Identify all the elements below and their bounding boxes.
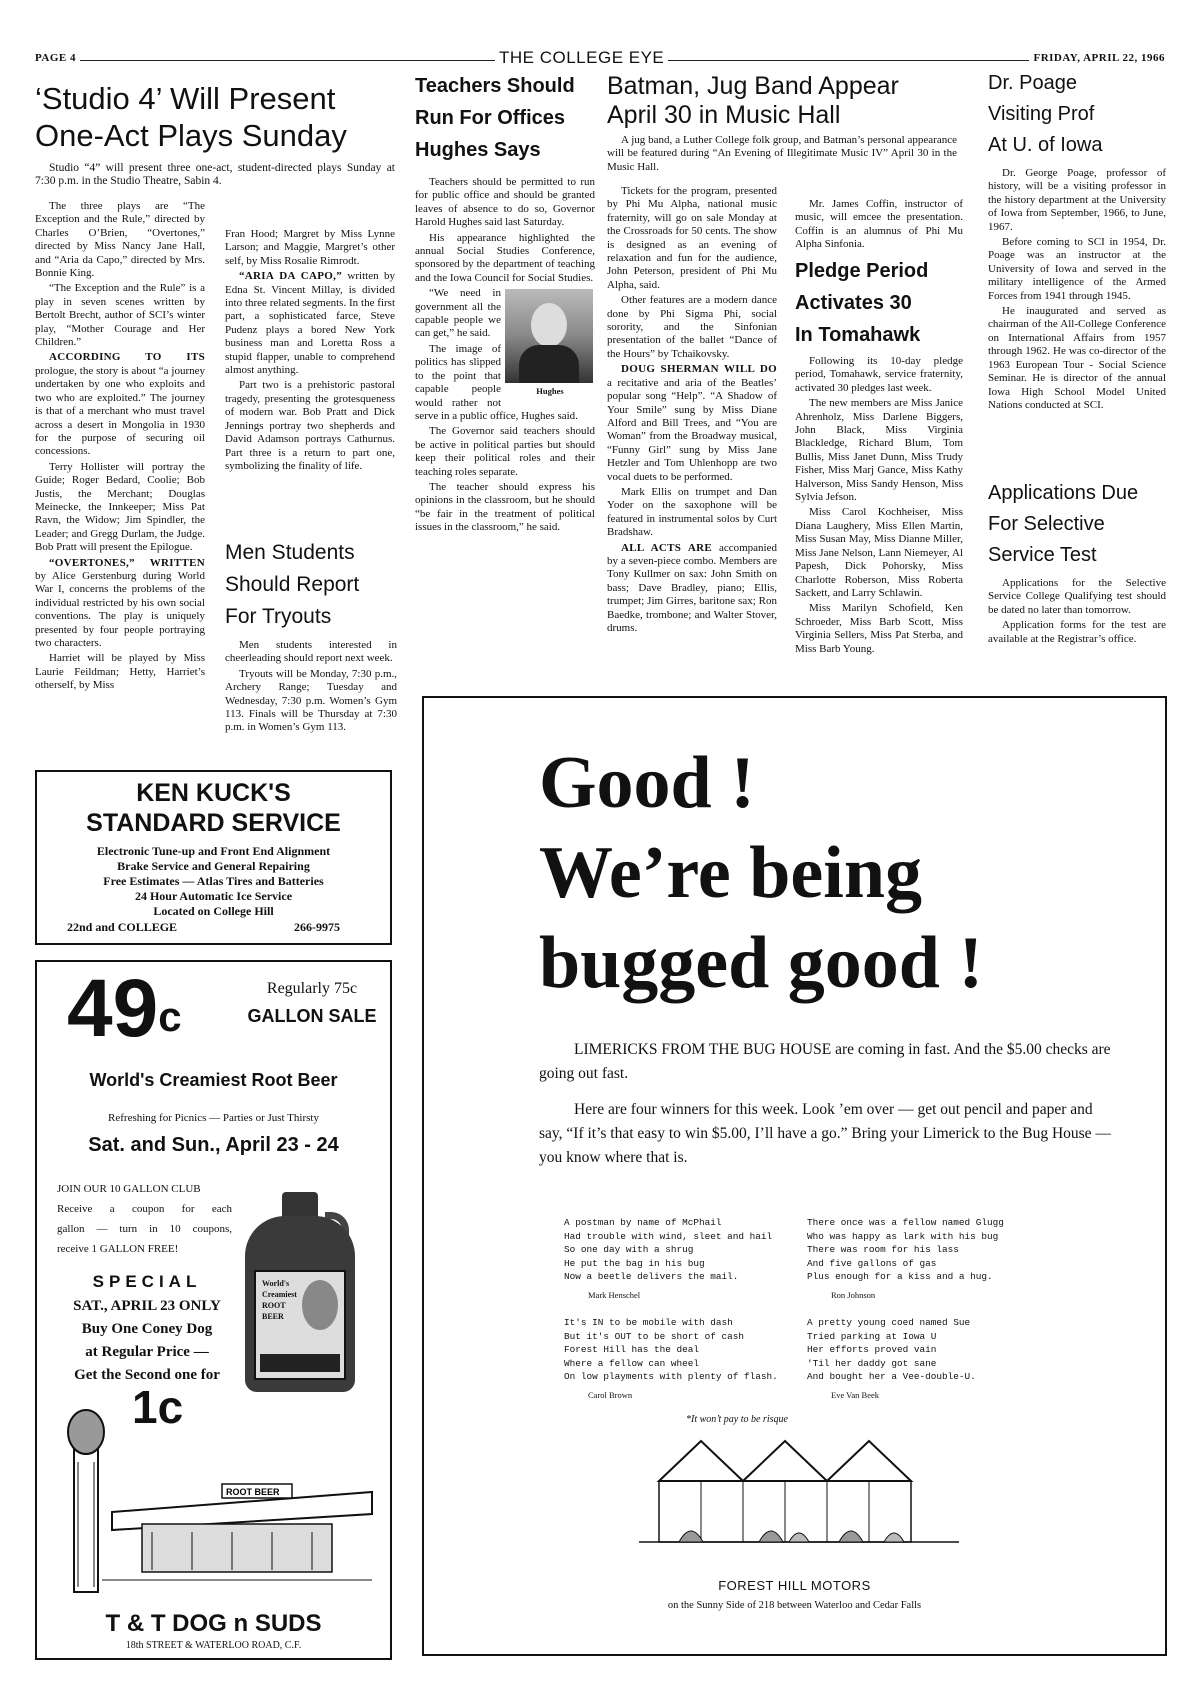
poage-article: Dr. Poage Visiting Prof At U. of Iowa Dr. George Poage, professor of history, will be a visiting professor in the history department at the University of Iowa from September, 1966, to June, 1967. Before coming to SCI in 1954, Dr. Poage was an instructor at the University of Iowa and served in the military intelligence of the Armed Forces from 1941 through 1945. He inaugurated and served as chairman of the All-College Conference on International Affairs from 1957 through 1962. He was co-director of the 1963 European Tour - Social Science Seminar. He is director of the annual Iowa High School Model United Nations conducted at SCI. xyxy=(988,68,1166,414)
ad-dates: Sat. and Sun., April 23 - 24 xyxy=(88,1134,339,1156)
footnote: *It won’t pay to be risque xyxy=(686,1414,788,1425)
pledge-headline: Pledge Period Activates 30 In Tomahawk xyxy=(795,260,929,346)
ad-address: 22nd and COLLEGE xyxy=(67,920,178,934)
gallon-club: JOIN OUR 10 GALLON CLUB Receive a coupon for each gallon — turn in 10 coupons, receive 1 GALLON FREE! xyxy=(57,1183,232,1255)
studio-col1: The three plays are “The Exception and the Rule,” directed by Charles O’Brien, “Overtones,” directed by Miss Nancy Jane Hall, and “Aria da Capo,” directed by Mrs. Bonnie King. “The Exception and the Rule” is a play in seven scenes written by Bertolt Brecht, author of SCI’s winter play, “Mother Courage and Her Children.” ACCORDING TO ITS prologue, the story is about “a journey undertaken by one who exploits and two who are exploited.” The journey is that of a merchant who must travel across a desert in Mongolia in 1930 for the purpose of securing oil concessions. Terry Hollister will portray the Guide; Roger Bedard, Coolie; Bob Justis, the Merchant; Douglas Meinecke, the Innkeeper; Miss Pat Ravn, the Widow; Jim Spindler, the Leader; and Gregg Durlam, the Judge. Bob Pratt will present the Epilogue. “OVERTONES,” WRITTEN by Alice Gerstenburg during World War I, concerns the problems of the individual restricted by his own social conventions. The play is uniquely presented by four people portraying two characters. Harriet will be played by Miss Laurie Feildman; Hetty, Harriet’s otherself, by Miss xyxy=(35,200,205,692)
root-beer-jug-image xyxy=(240,1192,360,1392)
jug-label: World's Creamiest ROOT BEER xyxy=(254,1270,346,1380)
roof-peak-3 xyxy=(827,1441,911,1481)
studio-col2: Fran Hood; Margret by Miss Lynne Larson; and Maggie, Margret’s other self, by Miss Rosalie Rimrodt. “ARIA DA CAPO,” written by Edna St. Vincent Millay, is divided into three related segments. In the first part, a sophisticated farce, Steve Pudenz plays a bored New York business man and Loretta Ross a stupid flapper, unable to comprehend almost anything. Part two is a prehistoric pastoral tragedy, presenting the grotesqueness of modern war. Bob Pratt and Dick Jennings portray two shepherds and David Adamson portrays Cathurnus. Part three is a return to part one, symbolizing the finality of life. xyxy=(225,228,395,472)
selective-article: Applications Due For Selective Service Test Applications for the Selective Service College Qualifying test should be dated no later than tomorrow. Application forms for the test are available at the Registrar’s office. xyxy=(988,478,1166,648)
dog-n-suds-ad xyxy=(35,960,392,1660)
limerick-3: It's IN to be mobile with dash But it's OUT to be short of cash Forest Hill has the deal Where a fellow can wheel On low playments with plenty of flash. Carol Brown xyxy=(564,1317,778,1400)
studio-lede: Studio “4” will present three one-act, student-directed plays Sunday at 7:30 p.m. in the Studio Theatre, Sabin 4. xyxy=(35,162,395,188)
beetle-car-icon xyxy=(839,1531,863,1542)
ad-headline: Good ! We’re being bugged good ! xyxy=(539,742,984,1004)
portrait-image xyxy=(505,289,593,383)
dealership-illustration xyxy=(639,1436,959,1546)
batman-col1: Tickets for the program, presented by Phi Mu Alpha, national music fraternity, will go on sale Monday at the Crossroads for 50 cents. The show is designed as an evening of relaxation and fun for the audience, John Peterson, president of Phi Mu Alpha, said. Other features are a modern dance done by Phi Sigma Phi, social sorority, and the Sinfonian presentation of the ballet “Dance of the Hours” by Tchaikovsky. DOUG SHERMAN WILL DO a recitative and aria of the Beatles’ popular song “Help”. “A Shadow of Your Smile” sung by Miss Diane Alford and Bill Trees, and “You are Woman” from the Broadway musical, “Funny Girl” sung by Miss Jane Hetzler and Tom Uhlenhopp are two vocal duets to be performed. Mark Ellis on trumpet and Dan Yoder on the saxophone will be featured in instrumental solos by Curt Bradshaw. ALL ACTS ARE accompanied by a seven-piece combo. Members are Tony Kullmer on sax: John Smith on bass; Dave Bradley, piano; Ellis, trumpet; Jim Girres, baritone sax; Ron Baedke, trombone; and Walter Stover, drums. xyxy=(607,185,777,634)
ad-tagline: World's Creamiest Root Beer xyxy=(89,1070,338,1090)
gallon-sale: GALLON SALE xyxy=(247,1006,377,1026)
mascot-head xyxy=(68,1410,104,1454)
hughes-photo xyxy=(505,289,595,398)
newspaper-name: THE COLLEGE EYE xyxy=(495,48,668,68)
teachers-headline: Teachers Should Run For Offices Hughes Says xyxy=(415,75,575,161)
limerick-4: A pretty young coed named Sue Tried parking at Iowa U Her efforts proved vain 'Til her daddy got sane And bought her a Vee-double-U. Eve Van Beek xyxy=(807,1317,976,1400)
ad-title: KEN KUCK'S STANDARD SERVICE xyxy=(86,779,341,837)
page-folio xyxy=(35,48,1165,70)
beetle-car-icon xyxy=(884,1533,904,1542)
ad-phone: 266-9975 xyxy=(294,920,340,934)
roof-peak-2 xyxy=(743,1441,827,1481)
beetle-car-icon xyxy=(679,1531,703,1542)
dealer-name: FOREST HILL MOTORS xyxy=(718,1578,871,1593)
sale-price: 49$^c$ xyxy=(67,963,182,1054)
dealer-location: on the Sunny Side of 218 between Waterloo and Cedar Falls xyxy=(667,1600,922,1611)
poage-headline: Dr. Poage Visiting Prof At U. of Iowa xyxy=(988,72,1103,156)
pledge-article: Pledge Period Activates 30 In Tomahawk Following its 10-day pledge period, Tomahawk, service fraternity, activated 30 pledges last week. The new members are Miss Janice Ahrenholz, Miss Darlene Biggers, John Black, Miss Virginia Blackledge, Richard Blum, Tom Bullis, Miss Janet Dunn, Miss Trudy Fisher, Miss Marj Gance, Miss Kathy Halverson, Miss Sandy Henson, Miss Sylvia Jefson. Miss Carol Kochheiser, Miss Diana Laughery, Miss Ellen Martin, Miss Susan May, Miss Dianne Miller, Miss Jane Nelson, Lann Niemeyer, Al Papesh, Dick Pohorsky, Miss Charlotte Roberson, Miss Roberta Sackett, and Larry Schlawin. Miss Marilyn Schofield, Ken Schroeder, Miss Barb Scott, Miss Virginia Sellers, Miss Pat Sterba, and Miss Barb Young. xyxy=(795,255,963,658)
business-address: 18th STREET & WATERLOO ROAD, C.F. xyxy=(125,1640,302,1651)
beetle-car-icon xyxy=(759,1531,783,1542)
page-number: PAGE 4 xyxy=(35,52,80,64)
one-cent-price: 1c xyxy=(132,1381,184,1433)
selective-headline: Applications Due For Selective Service Test xyxy=(988,482,1139,566)
batman-headline: Batman, Jug Band Appear April 30 in Music Hall xyxy=(607,72,899,129)
batman-article: Batman, Jug Band Appear April 30 in Music Hall A jug band, a Luther College folk group, and Batman’s personal appearance will be featured during “An Evening of Illegitimate Music IV” April 30 in the Music Hall. xyxy=(607,72,957,173)
ken-kuck-ad xyxy=(35,770,392,945)
limerick-2: There once was a fellow named Glugg Who was happy as lark with his bug There was room for his lass And five gallons of gas Plus enough for a kiss and a hug. Ron Johnson xyxy=(807,1217,1004,1300)
tryouts-article: Men Students Should Report For Tryouts Men students interested in cheerleading should report next week. Tryouts will be Monday, 7:30 p.m., Archery Range; Tuesday and Wednesday, 7:30 p.m. Women’s Gym 113. Finals will be Thursday at 7:30 p.m. in Women’s Gym 113. xyxy=(225,537,397,737)
teachers-article: Teachers Should Run For Offices Hughes Says Teachers should be permitted to run for public office and should be granted leaves of absence to do so, Governor Harold Hughes said last Saturday. His appearance highlighted the annual Social Studies Conference, sponsored by the department of teaching and the Iowa Council for Social Studies. Hughes “We need in government all the capable people we can get,” he said. The image of politics has slipped to the point that capable people would rather not serve in a public office, Hughes said. The Governor said teachers should be active in political parties but should keep their political roles and their teaching roles separate. The teacher should express his opinions in the classroom, but he should “be fair in the treatment of political issues in the classroom,” he said. xyxy=(415,70,595,537)
ad-services: Electronic Tune-up and Front End Alignment Brake Service and General Repairing Free Estimates — Atlas Tires and Batteries 24 Hour Automatic Ice Service Located on College Hill xyxy=(96,844,331,918)
building xyxy=(142,1524,332,1572)
limerick-1: A postman by name of McPhail Had trouble with wind, sleet and hail So one day with a shrug He put the bag in his bug Now a beetle delivers the mail. Mark Henschel xyxy=(564,1217,773,1300)
drive-in-illustration xyxy=(52,1402,382,1602)
tryouts-headline: Men Students Should Report For Tryouts xyxy=(225,541,360,628)
photo-caption: Hughes xyxy=(536,386,564,397)
business-name: T & T DOG n SUDS xyxy=(105,1610,322,1637)
issue-date: FRIDAY, APRIL 22, 1966 xyxy=(1029,52,1165,64)
special-offer: SPECIAL SAT., APRIL 23 ONLY Buy One Coney Dog at Regular Price — Get the Second one for xyxy=(73,1272,221,1383)
studio-headline: ‘Studio 4’ Will Present One-Act Plays Sunday xyxy=(35,81,347,153)
regular-price: Regularly 75c xyxy=(266,980,358,997)
bug-house-ad xyxy=(422,696,1167,1656)
studio-article xyxy=(35,80,395,191)
ad-subline: Refreshing for Picnics — Parties or Just Thirsty xyxy=(108,1112,319,1124)
roof-sign: ROOT BEER xyxy=(226,1487,280,1497)
batman-col2: Mr. James Coffin, instructor of music, will emcee the presentation. Coffin is an alumnus of Phi Mu Alpha Sinfonia. xyxy=(795,198,963,251)
beetle-car-icon xyxy=(789,1533,809,1542)
ad-copy: LIMERICKS FROM THE BUG HOUSE are coming in fast. And the $5.00 checks are going out fast. Here are four winners for this week. Look ’em over — get out pencil and paper and say, “If it’s that easy to win $5.00, I’ll have a go.” Bring your Limerick to the Bug House — you know where that is. xyxy=(539,1041,1111,1166)
roof-peak-1 xyxy=(659,1441,743,1481)
